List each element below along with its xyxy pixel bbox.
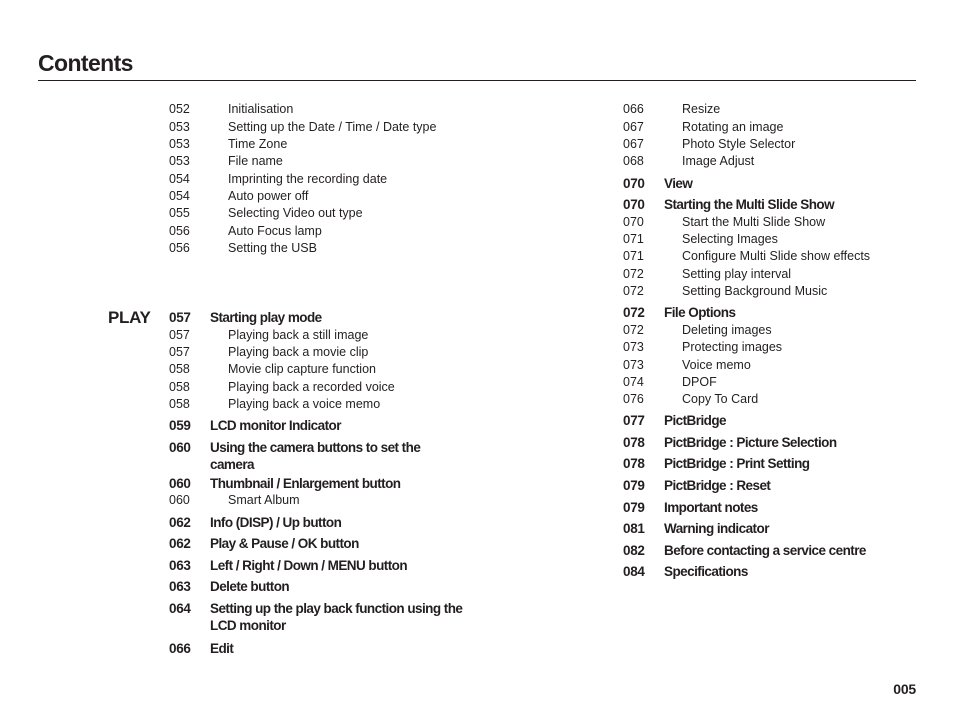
toc-page-number: 054 [169,189,190,203]
toc-page-number: 059 [169,418,191,433]
toc-page-number: 068 [623,154,644,168]
toc-entry-title: Starting the Multi Slide Show [664,197,835,212]
toc-page-number: 056 [169,241,190,255]
toc-entry-title: Time Zone [228,137,288,151]
toc-entry-title: Auto power off [228,189,309,203]
toc-page-number: 064 [169,601,191,616]
title-divider [38,80,916,81]
toc-page-number: 053 [169,137,190,151]
toc-entry-title: Play & Pause / OK button [210,536,359,551]
toc-page-number: 072 [623,305,645,320]
toc-entry-title: Setting the USB [228,241,317,255]
toc-page-number: 058 [169,362,190,376]
toc-entry-title: Deleting images [682,323,772,337]
toc-entry-title: Initialisation [228,102,294,116]
toc-page-number: 070 [623,197,645,212]
toc-entry-title: Starting play mode [210,310,322,325]
toc-page-number: 072 [623,284,644,298]
toc-page-number: 057 [169,328,190,342]
toc-entry-title: Photo Style Selector [682,137,796,151]
toc-entry-title: Selecting Images [682,232,778,246]
toc-entry-title: Setting Background Music [682,284,828,298]
toc-page-number: 057 [169,310,191,325]
toc-page-number: 073 [623,340,644,354]
toc-entry-title: PictBridge [664,413,727,428]
toc-page-number: 079 [623,478,645,493]
toc-page-number: 067 [623,120,644,134]
toc-entry-title: Before contacting a service centre [664,543,866,558]
toc-page-number: 062 [169,515,191,530]
toc-entry-title: Rotating an image [682,120,784,134]
toc-entry-title: Delete button [210,579,290,594]
toc-page-number: 054 [169,172,190,186]
toc-page-number: 057 [169,345,190,359]
toc-entry-title: PictBridge : Reset [664,478,771,493]
toc-entry-title: Image Adjust [682,154,755,168]
toc-entry-title: Playing back a voice memo [228,397,381,411]
toc-page-number: 066 [169,641,191,656]
toc-entry-title: Copy To Card [682,392,759,406]
toc-entry-title: Setting up the Date / Time / Date type [228,120,437,134]
toc-page-number: 071 [623,232,644,246]
toc-entry-title: Playing back a movie clip [228,345,369,359]
toc-entry-title: LCD monitor Indicator [210,418,341,433]
toc-entry-title: Setting play interval [682,267,792,281]
toc-page-number: 072 [623,267,644,281]
toc-entry-title: Auto Focus lamp [228,224,322,238]
toc-page-number: 067 [623,137,644,151]
page-title: Contents [38,50,133,76]
toc-page-number: 066 [623,102,644,116]
toc-page-number: 071 [623,249,644,263]
toc-page-number: 058 [169,397,190,411]
toc-entry-title: Left / Right / Down / MENU button [210,558,408,573]
toc-entry-title: View [664,176,693,191]
toc-page-number: 060 [169,440,191,455]
toc-page-number: 081 [623,521,645,536]
toc-entry-title: Movie clip capture function [228,362,376,376]
toc-page-number: 052 [169,102,190,116]
toc-page-number: 060 [169,476,191,491]
toc-page-number: 084 [623,564,645,579]
toc-page-number: 055 [169,206,190,220]
toc-entry-title: Specifications [664,564,748,579]
toc-entry-title: Resize [682,102,721,116]
toc-entry-title: Info (DISP) / Up button [210,515,342,530]
toc-entry-title: Voice memo [682,358,751,372]
toc-entry-title: PictBridge : Print Setting [664,456,810,471]
toc-entry-title: Start the Multi Slide Show [682,215,826,229]
page-number: 005 [893,681,916,697]
toc-entry-title: Imprinting the recording date [228,172,388,186]
toc-page-number: 078 [623,435,645,450]
toc-page-number: 062 [169,536,191,551]
toc-page-number: 056 [169,224,190,238]
toc-page-number: 077 [623,413,645,428]
toc-page-number: 058 [169,380,190,394]
toc-page-number: 070 [623,176,645,191]
toc-entry-title: Playing back a still image [228,328,369,342]
toc-page-number: 079 [623,500,645,515]
toc-page-number: 070 [623,215,644,229]
toc-entry-title: Protecting images [682,340,783,354]
toc-page-number: 072 [623,323,644,337]
toc-page-number: 060 [169,493,190,507]
toc-page-number: 078 [623,456,645,471]
toc-entry-title: Configure Multi Slide show effects [682,249,871,263]
toc-entry-title: File Options [664,305,736,320]
toc-entry-title: Thumbnail / Enlargement button [210,476,401,491]
toc-page-number: 053 [169,120,190,134]
toc-page-number: 074 [623,375,644,389]
toc-entry-title: Playing back a recorded voice [228,380,395,394]
toc-entry-title: Smart Album [228,493,300,507]
toc-page-number: 073 [623,358,644,372]
toc-entry-title: Edit [210,641,234,656]
toc-entry-title: Using the camera buttons to set the camera [210,440,421,472]
toc-entry-title: Important notes [664,500,758,515]
toc-page-number: 063 [169,558,191,573]
toc-page-number: 076 [623,392,644,406]
toc-entry-title: Selecting Video out type [228,206,363,220]
toc-page-number: 082 [623,543,645,558]
toc-entry-title: Warning indicator [664,521,769,536]
toc-page-number: 053 [169,154,190,168]
toc-page-number: 063 [169,579,191,594]
toc-entry-title: DPOF [682,375,717,389]
toc-entry-title: Setting up the play back function using the LCD monitor [210,601,463,633]
section-label-play: PLAY [108,308,151,327]
toc-entry-title: PictBridge : Picture Selection [664,435,837,450]
toc-entry-title: File name [228,154,283,168]
